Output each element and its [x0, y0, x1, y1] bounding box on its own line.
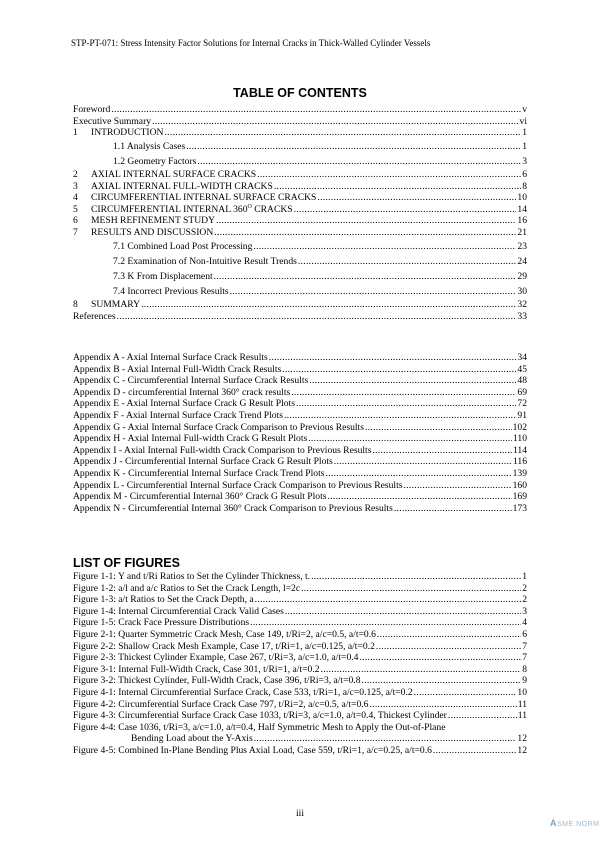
- entry-page: 24: [517, 255, 527, 267]
- entry-title: Appendix D - circumferential Internal 360° crack results: [73, 386, 291, 398]
- appendix-list: [73, 352, 527, 514]
- figure-entry[interactable]: [73, 652, 527, 664]
- entry-title: Appendix B - Axial Internal Full-Width Crack Results: [73, 363, 282, 375]
- entry-title: References: [73, 310, 116, 322]
- entry-page: 32: [517, 298, 527, 310]
- entry-title: 7.1 Combined Load Post Processing: [113, 240, 253, 252]
- entry-title: 1.1 Analysis Cases: [113, 140, 186, 152]
- leader-dots: [359, 652, 521, 664]
- toc-entry[interactable]: [73, 127, 527, 139]
- lof-title: LIST OF FIGURES: [73, 556, 180, 570]
- entry-number: 4: [73, 192, 78, 204]
- entry-page: 14: [517, 203, 527, 215]
- leader-dots: [164, 127, 521, 139]
- entry-title: Appendix L - Circumferential Internal Surface Crack Comparison to Previous Results: [73, 479, 403, 491]
- entry-page: 11: [517, 698, 527, 710]
- leader-dots: [326, 468, 512, 480]
- figure-entry[interactable]: [73, 722, 527, 734]
- entry-page: 2: [522, 582, 527, 594]
- entry-page: 173: [512, 502, 527, 514]
- entry-page: 12: [517, 744, 527, 756]
- entry-page: 10: [517, 192, 527, 204]
- entry-page: 169: [512, 491, 527, 503]
- entry-page: 110: [512, 433, 527, 445]
- entry-page: 7: [522, 640, 527, 652]
- entry-title: Bending Load about the Y-Axis: [131, 733, 253, 745]
- leader-dots: [214, 269, 517, 284]
- toc-entry[interactable]: [73, 154, 527, 169]
- entry-page: 8: [522, 180, 527, 192]
- leader-dots: [377, 629, 521, 641]
- entry-page: 69: [517, 386, 527, 398]
- entry-title: Figure 2-3: Thickest Cylinder Example, Case 267, t/Ri=3, a/c=1.0, a/t=0.4: [73, 652, 359, 664]
- entry-page: 23: [517, 240, 527, 252]
- appendix-entry[interactable]: [73, 491, 527, 503]
- figure-entry[interactable]: [73, 629, 527, 641]
- entry-title: CIRCUMFERENTIAL INTERNAL $360^O$ CRACKS: [91, 203, 293, 215]
- entry-page: 33: [517, 310, 527, 322]
- leader-dots: [298, 254, 517, 269]
- entry-number: 8: [73, 298, 78, 310]
- leader-dots: [291, 387, 516, 399]
- leader-dots: [152, 116, 518, 128]
- entry-page: 8: [522, 663, 527, 675]
- entry-title: Figure 1-1: Y and t/Ri Ratios to Set the Cylinder Thickness, t.: [73, 571, 311, 582]
- entry-title: Appendix C - Circumferential Internal Surface Crack Results: [73, 375, 309, 387]
- entry-title: Appendix I - Axial Internal Full-width Crack Comparison to Previous Results: [73, 444, 372, 456]
- leader-dots: [301, 583, 521, 595]
- leader-dots: [230, 284, 517, 299]
- entry-page: 11: [517, 710, 527, 722]
- leader-dots: [433, 745, 517, 757]
- leader-dots: [311, 571, 521, 583]
- entry-page: 30: [517, 285, 527, 297]
- leader-dots: [214, 227, 516, 239]
- appendix-entry[interactable]: [73, 433, 527, 445]
- entry-title: Figure 4-1: Internal Circumferential Surface Crack, Case 533, t/Ri=1, a/c=0.125, a/t=0.2: [73, 686, 413, 698]
- figure-entry[interactable]: [73, 675, 527, 687]
- entry-title: Figure 1-4: Internal Circumferential Crack Valid Cases: [73, 605, 284, 617]
- entry-page: 4: [522, 617, 527, 629]
- leader-dots: [414, 687, 517, 699]
- entry-title: Appendix N - Circumferential Internal 360° Crack Comparison to Previous Results: [73, 502, 393, 514]
- entry-number: 2: [73, 168, 78, 180]
- leader-dots: [254, 733, 517, 745]
- entry-title: 1.2 Geometry Factors: [113, 155, 197, 167]
- figure-entry[interactable]: [73, 710, 527, 722]
- figure-list: [73, 571, 527, 757]
- toc-entry[interactable]: [73, 204, 527, 216]
- toc-entry[interactable]: [73, 239, 527, 254]
- leader-dots: [308, 433, 512, 445]
- leader-dots: [372, 445, 512, 457]
- toc-entry[interactable]: [73, 299, 527, 311]
- appendix-entry[interactable]: [73, 352, 527, 364]
- entry-title: MESH REFINEMENT STUDY: [91, 215, 216, 227]
- entry-title: Appendix H - Axial Internal Full-width Crack G Result Plots: [73, 433, 308, 445]
- entry-title: Appendix F - Axial Internal Surface Crack Trend Plots: [73, 409, 283, 421]
- entry-title: 7.3 K From Displacement: [113, 270, 213, 282]
- figure-entry[interactable]: [73, 606, 527, 618]
- toc-title: TABLE OF CONTENTS: [233, 86, 367, 100]
- figure-entry[interactable]: [73, 571, 527, 583]
- entry-title: Figure 4-5: Combined In-Plane Bending Plus Axial Load, Case 559, t/Ri=1, a/c=0.25, a/t=0.6: [73, 744, 432, 756]
- figure-entry[interactable]: [73, 733, 527, 745]
- entry-number: 1: [73, 127, 78, 139]
- toc-entry[interactable]: [73, 104, 527, 116]
- figure-entry[interactable]: [73, 687, 527, 699]
- entry-number: 5: [73, 203, 78, 215]
- entry-title: Appendix E - Axial Internal Surface Crack G Result Plots: [73, 398, 295, 410]
- leader-dots: [294, 204, 517, 216]
- figure-entry[interactable]: [73, 594, 527, 606]
- leader-dots: [111, 104, 521, 116]
- entry-page: 6: [522, 628, 527, 640]
- entry-number: 6: [73, 215, 78, 227]
- leader-dots: [317, 192, 516, 204]
- entry-title: INTRODUCTION: [91, 127, 164, 139]
- entry-title: 7.4 Incorrect Previous Results: [113, 285, 229, 297]
- entry-page: 10: [517, 686, 527, 698]
- figure-entry[interactable]: [73, 641, 527, 653]
- appendix-entry[interactable]: [73, 468, 527, 480]
- toc-entry[interactable]: [73, 254, 527, 269]
- leader-dots: [365, 422, 512, 434]
- appendix-entry[interactable]: [73, 422, 527, 434]
- entry-page: 45: [517, 363, 527, 375]
- entry-title: Figure 1-2: a/l and a/c Ratios to Set the Crack Length, l=2c: [73, 582, 301, 594]
- entry-page: 48: [517, 375, 527, 387]
- entry-page: 1: [522, 127, 527, 139]
- leader-dots: [448, 710, 517, 722]
- entry-page: 1: [522, 571, 527, 582]
- entry-title: CIRCUMFERENTIAL INTERNAL SURFACE CRACKS: [91, 192, 317, 204]
- entry-title: Appendix J - Circumferential Internal Surface Crack G Result Plots: [73, 456, 333, 468]
- entry-page: 91: [517, 409, 527, 421]
- entry-title: AXIAL INTERNAL SURFACE CRACKS: [91, 168, 257, 180]
- entry-number: 7: [73, 226, 78, 238]
- entry-page: 21: [517, 226, 527, 238]
- entry-page: 2: [522, 594, 527, 606]
- toc-entry[interactable]: [73, 116, 527, 128]
- entry-page: 3: [522, 605, 527, 617]
- entry-title: SUMMARY: [91, 298, 141, 310]
- entry-page: 7: [522, 652, 527, 664]
- leader-dots: [197, 154, 521, 169]
- leader-dots: [257, 169, 521, 181]
- leader-dots: [309, 375, 516, 387]
- leader-dots: [321, 664, 522, 676]
- entry-title: Foreword: [73, 104, 111, 115]
- entry-title: Appendix A - Axial Internal Surface Crack Results: [73, 352, 268, 363]
- leader-dots: [328, 491, 512, 503]
- entry-page: 160: [512, 479, 527, 491]
- toc-entry[interactable]: [73, 192, 527, 204]
- toc-entry[interactable]: [73, 181, 527, 193]
- entry-title: Appendix M - Circumferential Internal 360° Crack G Result Plots: [73, 491, 327, 503]
- leader-dots: [255, 594, 522, 606]
- leader-dots: [253, 239, 516, 254]
- entry-title: Figure 2-2: Shallow Crack Mesh Example, Case 17, t/Ri=1, a/c=0.125, a/t=0.2: [73, 640, 375, 652]
- entry-title: Appendix G - Axial Internal Surface Crack Comparison to Previous Results: [73, 421, 364, 433]
- appendix-entry[interactable]: [73, 387, 527, 399]
- entry-title: Figure 1-5: Crack Face Pressure Distributions: [73, 617, 250, 629]
- leader-dots: [117, 311, 517, 323]
- appendix-entry[interactable]: [73, 445, 527, 457]
- toc-entry[interactable]: [73, 284, 527, 299]
- leader-dots: [186, 139, 521, 154]
- entry-page: 29: [517, 270, 527, 282]
- leader-dots: [274, 181, 521, 193]
- page-number: iii: [296, 808, 304, 819]
- entry-title: Figure 1-3: a/t Ratios to Set the Crack Depth, a: [73, 594, 254, 606]
- entry-title: Figure 4-4: Case 1036, t/Ri=3, a/c=1.0, a/t=0.4, Half Symmetric Mesh to Apply the Out-of-Plane: [73, 721, 446, 733]
- toc-entry[interactable]: [73, 215, 527, 227]
- entry-page: vi: [519, 115, 527, 127]
- entry-page: 6: [522, 168, 527, 180]
- leader-dots: [284, 410, 516, 422]
- appendix-entry[interactable]: [73, 398, 527, 410]
- entry-title: Figure 3-2: Thickest Cylinder, Full-Width Crack, Case 396, t/Ri=3, a/t=0.8: [73, 675, 361, 687]
- toc-entry[interactable]: [73, 311, 527, 323]
- entry-title: RESULTS AND DISCUSSION: [91, 226, 214, 238]
- entry-title: Figure 2-1: Quarter Symmetric Crack Mesh, Case 149, t/Ri=2, a/c=0.5, a/t=0.6: [73, 628, 376, 640]
- entry-page: 102: [512, 421, 527, 433]
- figure-entry[interactable]: [73, 583, 527, 595]
- figure-entry[interactable]: [73, 664, 527, 676]
- appendix-entry[interactable]: [73, 364, 527, 376]
- leader-dots: [269, 352, 517, 364]
- entry-page: 1: [522, 140, 527, 152]
- entry-title: Executive Summary: [73, 115, 152, 127]
- watermark-logo: ASME NORM: [550, 818, 600, 828]
- leader-dots: [296, 398, 516, 410]
- entry-page: 3: [522, 155, 527, 167]
- entry-page: 12: [517, 733, 527, 745]
- toc-entry[interactable]: [73, 139, 527, 154]
- entry-title: Figure 3-1: Internal Full-Width Crack, Case 301, t/Ri=1, a/t=0.2: [73, 663, 320, 675]
- entry-page: 116: [512, 456, 527, 468]
- entry-number: 3: [73, 180, 78, 192]
- entry-title: Figure 4-2: Circumferential Surface Crack Case 797, t/Ri=2, a/c=0.5, a/t=0.6: [73, 698, 369, 710]
- entry-title: Appendix K - Circumferential Internal Surface Crack Trend Plots: [73, 467, 325, 479]
- toc-entry[interactable]: [73, 169, 527, 181]
- entry-page: 72: [517, 398, 527, 410]
- leader-dots: [334, 456, 512, 468]
- entry-page: v: [522, 104, 527, 115]
- toc-entry[interactable]: [73, 269, 527, 284]
- appendix-entry[interactable]: [73, 503, 527, 515]
- entry-page: 34: [517, 352, 527, 363]
- toc-list: [73, 104, 527, 322]
- figure-entry[interactable]: [73, 745, 527, 757]
- leader-dots: [250, 617, 521, 629]
- running-header: STP-PT-071: Stress Intensity Factor Solutions for Internal Cracks in Thick-Walled Cylinder Vessels: [71, 38, 431, 48]
- leader-dots: [362, 675, 522, 687]
- entry-page: 139: [512, 467, 527, 479]
- entry-page: 9: [522, 675, 527, 687]
- entry-title: AXIAL INTERNAL FULL-WIDTH CRACKS: [91, 180, 273, 192]
- leader-dots: [141, 299, 516, 311]
- leader-dots: [376, 641, 521, 653]
- entry-page: 16: [517, 215, 527, 227]
- appendix-entry[interactable]: [73, 456, 527, 468]
- entry-title: 7.2 Examination of Non-Intuitive Result Trends: [113, 255, 297, 267]
- appendix-entry[interactable]: [73, 410, 527, 422]
- appendix-entry[interactable]: [73, 480, 527, 492]
- appendix-entry[interactable]: [73, 375, 527, 387]
- leader-dots: [285, 606, 521, 618]
- leader-dots: [216, 215, 516, 227]
- figure-entry[interactable]: [73, 699, 527, 711]
- leader-dots: [394, 503, 512, 515]
- figure-entry[interactable]: [73, 617, 527, 629]
- toc-entry[interactable]: [73, 227, 527, 239]
- entry-title: Figure 4-3: Circumferential Surface Crack Case 1033, t/Ri=3, a/c=1.0, a/t=0.4, Thickest Cylinder: [73, 710, 447, 722]
- leader-dots: [282, 364, 516, 376]
- leader-dots: [403, 480, 511, 492]
- entry-page: 114: [512, 444, 527, 456]
- leader-dots: [369, 699, 516, 711]
